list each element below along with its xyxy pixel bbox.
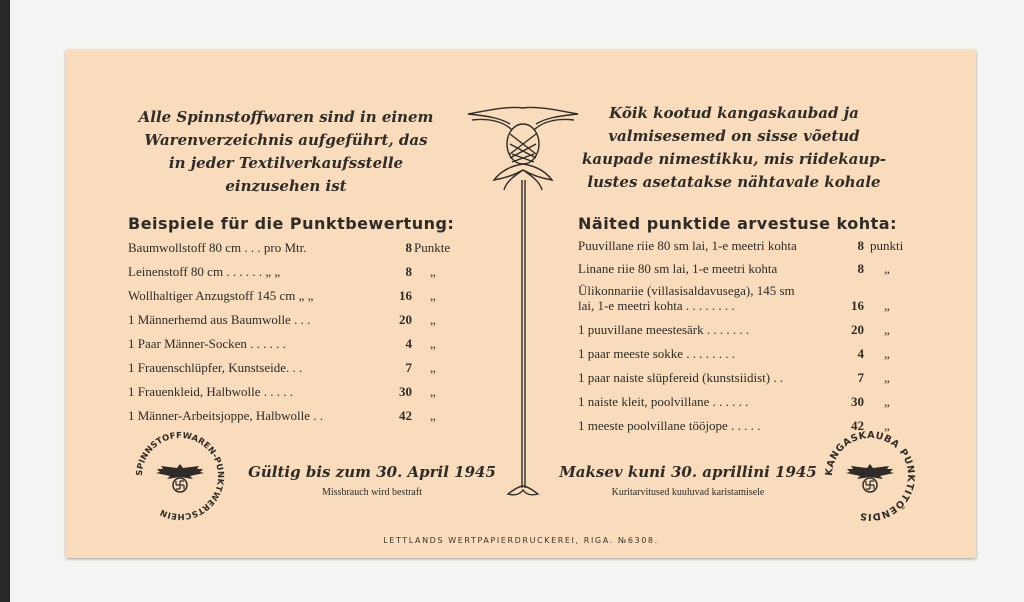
right-intro-line: lustes asetatakse nähtavale kohale	[587, 173, 881, 191]
row-amount: 16	[399, 288, 412, 303]
row-amount: 16	[851, 298, 864, 313]
row-amount: 8	[857, 238, 864, 253]
row-amount: 8	[405, 264, 412, 279]
row-amount: 8	[857, 261, 864, 276]
row-unit: „	[430, 408, 436, 423]
left-points-table	[128, 240, 468, 440]
row-item: Puuvillane riie 80 sm lai, 1-e meetri kohta	[578, 238, 797, 253]
row-amount: 7	[857, 370, 864, 385]
table-row	[128, 264, 468, 284]
table-row	[578, 261, 908, 281]
ration-coupon	[66, 50, 976, 558]
row-amount: 30	[851, 394, 864, 409]
right-heading: Näited punktide arvestuse kohta:	[578, 214, 897, 233]
row-unit: „	[430, 288, 436, 303]
row-item: 1 puuvillane meestesärk . . . . . . .	[578, 322, 750, 337]
table-row	[578, 394, 908, 414]
row-amount: 8	[405, 240, 412, 255]
row-item: Wollhaltiger Anzugstoff 145 cm „ „	[128, 288, 314, 303]
row-item: 1 paar naiste slüpfereid (kunstsiidist) . .	[578, 370, 784, 385]
row-amount: 42	[851, 418, 864, 433]
table-row	[578, 298, 908, 318]
table-row	[128, 288, 468, 308]
row-unit: Punkte	[414, 240, 451, 255]
right-intro-line: Kõik kootud kangaskaubad ja	[609, 104, 859, 122]
row-unit: „	[884, 322, 890, 337]
right-points-table	[578, 238, 908, 438]
left-intro-line: einzusehen ist	[225, 177, 347, 195]
table-row	[128, 384, 468, 404]
row-item: 1 paar meeste sokke . . . . . . . .	[578, 346, 736, 361]
row-amount: 4	[405, 336, 412, 351]
row-unit: punkti	[870, 238, 904, 253]
left-stamp-seal	[132, 428, 228, 524]
row-unit: „	[430, 264, 436, 279]
row-amount: 20	[851, 322, 864, 337]
scanner-edge-strip	[0, 0, 10, 602]
table-row	[578, 322, 908, 342]
left-heading: Beispiele für die Punktbewertung:	[128, 214, 455, 233]
left-intro-line: in jeder Textilverkaufsstelle	[168, 154, 404, 172]
row-item: 1 Paar Männer-Socken . . . . . .	[128, 336, 286, 351]
right-stamp-seal	[822, 428, 918, 524]
table-row	[128, 336, 468, 356]
left-stamp-text: SPINNSTOFFWAREN-PUNKTWERTSCHEIN	[133, 429, 227, 523]
right-intro-line: valmisesemed on sisse võetud	[608, 127, 860, 145]
row-unit: „	[884, 370, 890, 385]
row-item: Baumwollstoff 80 cm . . . pro Mtr.	[128, 240, 307, 255]
row-item: 1 Frauenschlüpfer, Kunstseide. . .	[128, 360, 303, 375]
row-unit: „	[884, 394, 890, 409]
row-unit: „	[884, 261, 890, 276]
row-item: Ülikonnariie (villasisaldavusega), 145 sm	[578, 283, 795, 298]
row-unit: „	[884, 346, 890, 361]
eagle-emblem-icon	[156, 464, 204, 492]
row-unit: „	[430, 312, 436, 327]
table-row	[128, 360, 468, 380]
row-item: 1 naiste kleit, poolvillane . . . . . .	[578, 394, 749, 409]
row-amount: 4	[857, 346, 864, 361]
eagle-emblem-icon	[846, 464, 894, 492]
row-item: 1 meeste poolvillane tööjope . . . . .	[578, 418, 761, 433]
row-amount: 20	[399, 312, 412, 327]
printer-imprint: LETTLANDS WERTPAPIERDRUCKEREI, RIGA. №6308.	[383, 536, 659, 545]
right-validity: Maksev kuni 30. aprillini 1945	[559, 463, 817, 481]
row-amount: 42	[399, 408, 412, 423]
table-row	[578, 238, 908, 258]
row-amount: 30	[399, 384, 412, 399]
left-intro-line: Alle Spinnstoffwaren sind in einem	[138, 108, 434, 126]
right-intro-line: kaupade nimestikku, mis riidekaup-	[581, 150, 886, 168]
row-item: Linane riie 80 sm lai, 1-e meetri kohta	[578, 261, 778, 276]
row-unit: „	[430, 336, 436, 351]
table-row	[128, 240, 468, 260]
row-amount: 7	[405, 360, 412, 375]
row-item: 1 Frauenkleid, Halbwolle . . . . .	[128, 384, 293, 399]
row-item: Leinenstoff 80 cm . . . . . . „ „	[128, 264, 281, 279]
left-note: Missbrauch wird bestraft	[322, 487, 422, 498]
left-intro-line: Warenverzeichnis aufgeführt, das	[144, 131, 428, 149]
row-item: 1 Männerhemd aus Baumwolle . . .	[128, 312, 311, 327]
row-item: lai, 1-e meetri kohta . . . . . . . .	[578, 298, 735, 313]
right-note: Kuritarvitused kuuluvad karistamisele	[611, 487, 765, 498]
row-unit: „	[430, 360, 436, 375]
left-validity: Gültig bis zum 30. April 1945	[248, 463, 496, 481]
table-row	[128, 312, 468, 332]
row-unit: „	[430, 384, 436, 399]
table-row	[578, 346, 908, 366]
right-intro	[564, 102, 904, 194]
table-row	[128, 408, 468, 428]
row-item: 1 Männer-Arbeitsjoppe, Halbwolle . .	[128, 408, 324, 423]
left-intro	[116, 106, 456, 198]
row-unit: „	[884, 298, 890, 313]
row-unit: „	[884, 418, 890, 433]
table-row	[578, 370, 908, 390]
right-stamp-text: KANGASKAUBA PUNKTITÕENDIS	[823, 429, 917, 523]
